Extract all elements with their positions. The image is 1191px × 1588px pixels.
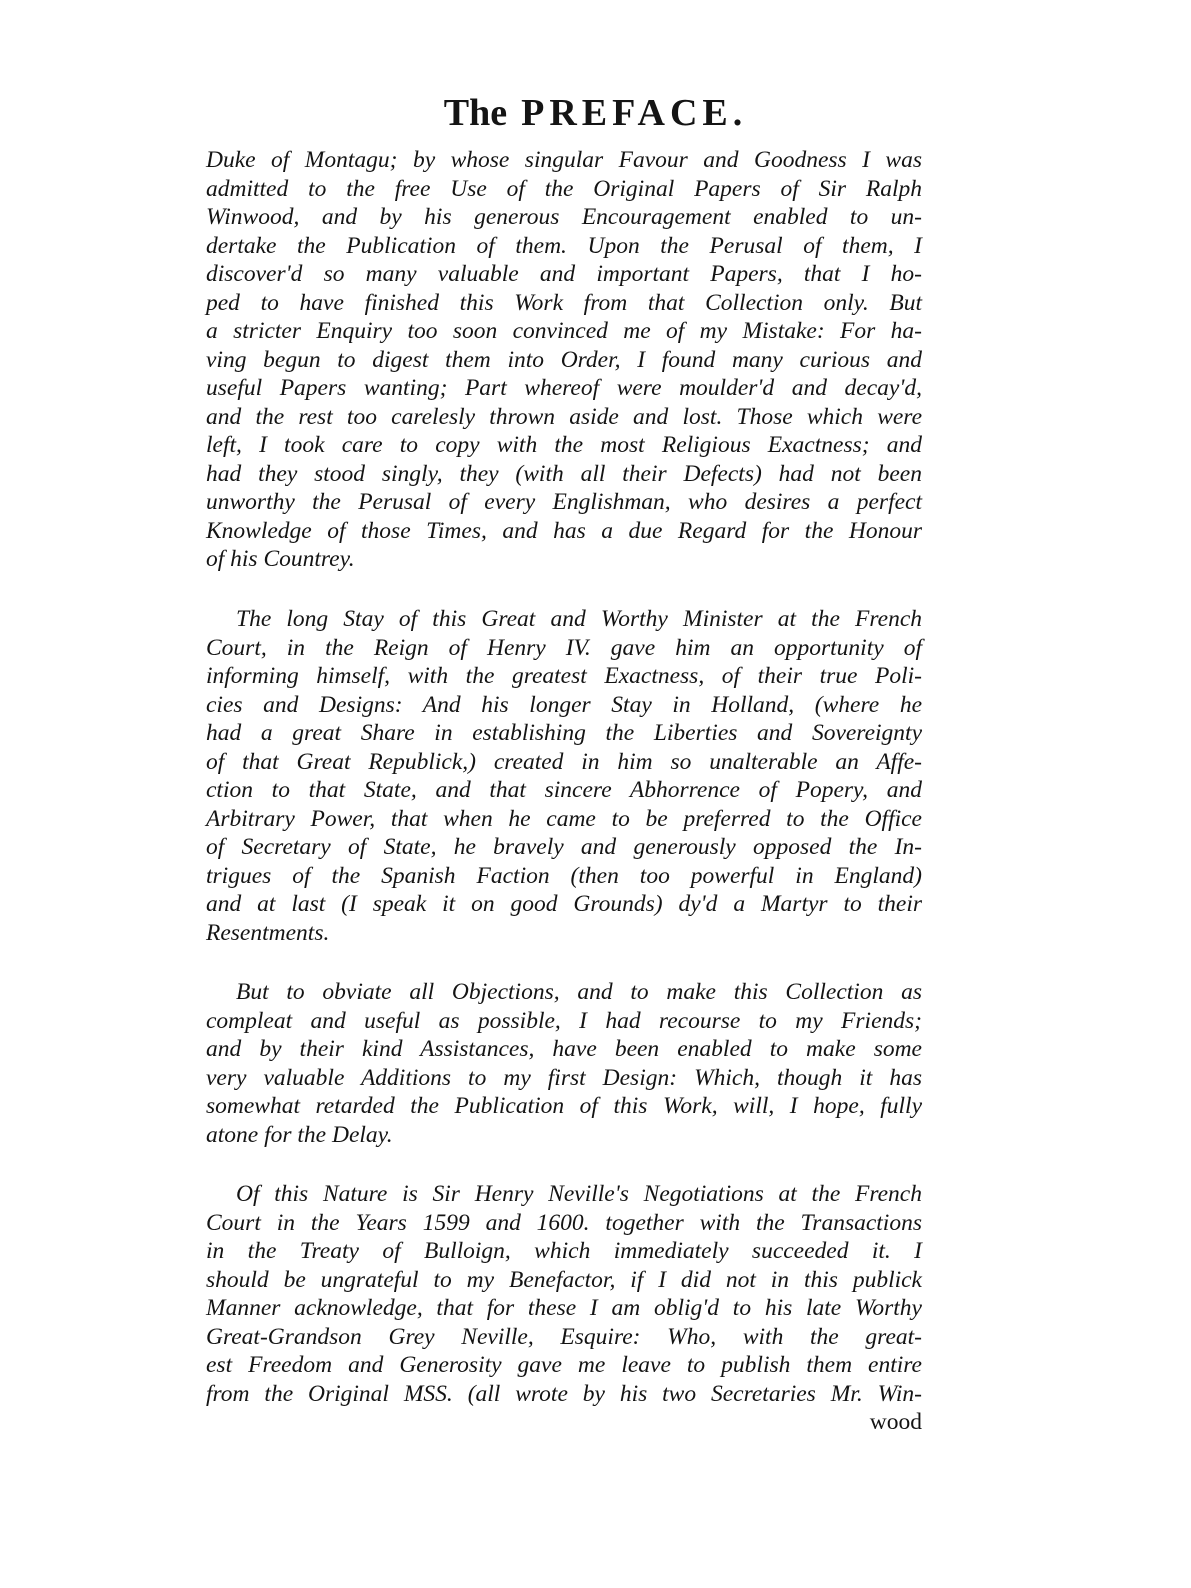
text-line: dertake the Publication of them. Upon the Perusal of them, I [206,232,922,259]
paragraph-4 [206,1180,922,1437]
text-line: Court in the Years 1599 and 1600. together with the Transactions [206,1209,922,1236]
text-line: somewhat retarded the Publication of this Work, will, I hope, fully [206,1093,922,1119]
text-line: of Secretary of State, he bravely and generously opposed the In- [206,834,922,860]
text-line: compleat and useful as possible, I had recourse to my Friends; [206,1007,922,1034]
text-line: should be ungrateful to my Benefactor, if I did not in this publick [206,1266,922,1293]
text-line: atone for the Delay. [206,1121,393,1148]
text-line: and at last (I speak it on good Grounds) dy'd a Martyr to their [206,891,922,917]
page-title [0,94,1191,132]
text-line: Manner acknowledge, that for these I am oblig'd to his late Worthy [206,1295,922,1321]
text-line: a stricter Enquiry too soon convinced me of my Mistake: For ha- [206,318,922,344]
text-line: Duke of Montagu; by whose singular Favour and Goodness I was [206,147,922,173]
title-the: The [443,92,508,134]
title-preface: PREFACE. [521,92,748,134]
text-line: ped to have finished this Work from that Collection only. But [206,289,922,316]
text-line: Great-Grandson Grey Neville, Esquire: Who, with the great- [206,1323,922,1350]
text-line: est Freedom and Generosity gave me leave to publish them entire [206,1352,922,1378]
text-line: and the rest too carelesly thrown aside and lost. Those which were [206,403,922,430]
text-line: from the Original MSS. (all wrote by his two Secretaries Mr. Win- [206,1380,922,1407]
text-line: Court, in the Reign of Henry IV. gave him an opportunity of [206,634,922,661]
text-line: Resentments. [206,919,330,946]
text-line: in the Treaty of Bulloign, which immediately succeeded it. I [206,1238,922,1264]
text-line: Winwood, and by his generous Encouragement enabled to un- [206,204,922,230]
text-line: But to obviate all Objections, and to make this Collection as [236,979,922,1005]
paragraph-3 [206,978,922,1149]
text-line: useful Papers wanting; Part whereof were moulder'd and decay'd, [206,375,922,401]
text-line: admitted to the free Use of the Original Papers of Sir Ralph [206,175,922,202]
text-line: left, I took care to copy with the most Religious Exactness; and [206,432,922,458]
text-line: trigues of the Spanish Faction (then too powerful in England) [206,862,922,889]
text-line: Of this Nature is Sir Henry Neville's Negotiations at the French [236,1181,922,1207]
paragraph-1 [206,146,922,574]
text-line: discover'd so many valuable and important Papers, that I ho- [206,261,922,287]
text-line: had a great Share in establishing the Liberties and Sovereignty [206,720,922,746]
paragraph-2 [206,605,922,947]
text-line: and by their kind Assistances, have been enabled to make some [206,1036,922,1062]
text-line: informing himself, with the greatest Exactness, of their true Poli- [206,663,922,689]
text-line: The long Stay of this Great and Worthy Minister at the French [236,606,922,632]
catchword: wood [869,1409,922,1435]
text-line: ving begun to digest them into Order, I found many curious and [206,346,922,373]
text-line: of that Great Republick,) created in him so unalterable an Affe- [206,748,922,775]
text-line: cies and Designs: And his longer Stay in Holland, (where he [206,691,922,718]
text-line: ction to that State, and that sincere Abhorrence of Popery, and [206,777,922,803]
text-line: very valuable Additions to my first Design: Which, though it has [206,1064,922,1091]
text-line: Arbitrary Power, that when he came to be preferred to the Office [206,805,922,832]
text-line: unworthy the Perusal of every Englishman, who desires a perfect [206,489,922,515]
text-line: Knowledge of those Times, and has a due Regard for the Honour [206,517,922,544]
text-line: of his Countrey. [206,546,355,572]
text-line: had they stood singly, they (with all their Defects) had not been [206,460,922,487]
